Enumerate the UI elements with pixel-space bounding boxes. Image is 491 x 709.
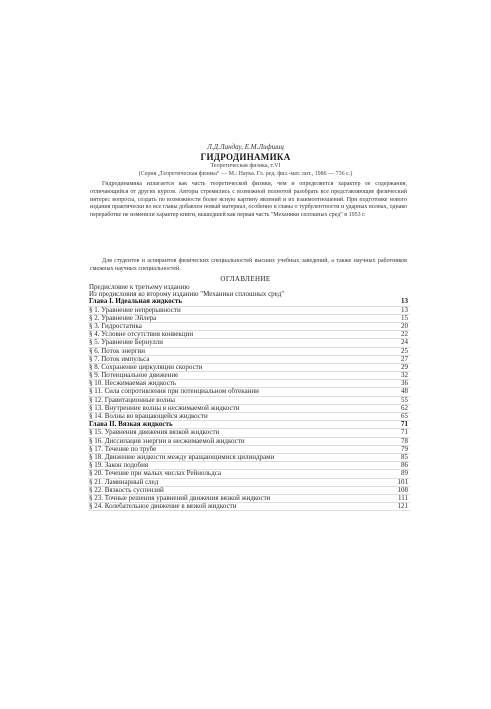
toc-section-row: [88, 503, 410, 511]
toc-chapter-row: [88, 298, 410, 306]
toc-section-row: [88, 331, 410, 339]
table-of-contents: [88, 284, 410, 511]
toc-entry-title: § 14. Волны во вращающейся жидкости: [89, 413, 208, 420]
description-paragraph: Гидродинамика излагается как часть теоретической физики, чем и определяется характер ее содержания, отличающийся от других курсов. Авторы стремились с возможной полнотой разобрать все представляющие физический интерес вопросы, создать по возможности более ясную картину явлений и их взаимоотношений. При подготовке нового издания практически во все главы добавлен новый материал, особенно в главы о турбулентности и ударных волнах, однако переработке не изменили характер книги, вышедшей как первая часть "Механики сплошных сред" в 1953 г.: [90, 181, 407, 219]
toc-entry-page: 22: [401, 331, 408, 339]
toc-section-row: [88, 454, 410, 462]
toc-section-row: [88, 364, 410, 372]
toc-entry-page: 15: [401, 314, 408, 322]
toc-entry-page: 27: [401, 355, 408, 363]
authors: Л.Д.Ландау, Е.М.Лифшиц: [207, 143, 284, 151]
book-title: ГИДРОДИНАМИКА: [200, 152, 291, 162]
toc-entry-page: 25: [401, 347, 408, 355]
toc-entry-page: 71: [401, 421, 408, 429]
toc-entry-page: 13: [401, 298, 408, 306]
toc-section-row: [88, 429, 410, 437]
toc-entry-title: § 11. Сила сопротивления при потенциальном обтекании: [89, 388, 259, 396]
toc-section-row: [88, 487, 410, 495]
toc-section-row: [88, 348, 410, 356]
toc-entry-title: § 22. Вязкость суспензий: [89, 486, 164, 494]
toc-entry-title: Глава II. Вязкая жидкость: [89, 421, 173, 429]
toc-entry-title: Глава I. Идеальная жидкость: [89, 298, 183, 306]
toc-entry-title: § 6. Поток энергии: [89, 347, 146, 355]
toc-section-row: [88, 438, 410, 446]
toc-entry-page: 108: [397, 486, 408, 494]
toc-section-row: [88, 339, 410, 347]
audience-paragraph: Для студентов и аспирантов физических специальностей высших учебных заведений, а также научных работников смежных научных специальностей.: [90, 258, 407, 272]
toc-entry-page: 79: [401, 445, 408, 453]
toc-entry-page: 121: [397, 503, 408, 511]
toc-entry-page: 86: [401, 462, 408, 470]
toc-entry-page: 55: [401, 396, 408, 404]
toc-heading: ОГЛАВЛЕНИЕ: [220, 275, 271, 283]
toc-section-row: [88, 470, 410, 478]
toc-entry-page: 32: [401, 372, 408, 380]
toc-entry-page: 65: [401, 413, 408, 420]
toc-entry-title: § 10. Несжимаемая жидкость: [89, 380, 177, 388]
toc-entry-page: 78: [401, 437, 408, 445]
toc-section-row: [88, 413, 410, 421]
toc-entry-title: § 3. Гидростатика: [89, 322, 142, 330]
toc-entry-title: § 12. Гравитационные волны: [89, 396, 175, 404]
toc-preface-row: [88, 284, 410, 291]
toc-section-row: [88, 479, 410, 487]
toc-section-row: [88, 446, 410, 454]
toc-entry-title: § 16. Диссипация энергии в несжимаемой жидкости: [89, 437, 245, 445]
toc-entry-title: § 24. Колебательное движение в вязкой жидкости: [89, 503, 237, 511]
toc-section-row: [88, 323, 410, 331]
toc-entry-title: § 19. Закон подобия: [89, 462, 149, 470]
toc-entry-page: 101: [397, 478, 408, 486]
toc-entry-title: § 23. Точные решения уравнений движения вязкой жидкости: [89, 494, 271, 502]
toc-entry-title: § 20. Течение при малых числах Рейнольдса: [89, 470, 221, 478]
toc-entry-title: § 2. Уравнение Эйлера: [89, 314, 157, 322]
toc-entry-title: § 18. Движение жидкости между вращающимися цилиндрами: [89, 453, 275, 461]
toc-entry-title: Из предисловия ко второму изданию "Механики сплошных сред": [89, 291, 285, 299]
toc-section-row: [88, 388, 410, 396]
toc-entry-title: § 7. Поток импульса: [89, 355, 150, 363]
toc-entry-page: 89: [401, 470, 408, 478]
toc-chapter-row: [88, 421, 410, 429]
toc-entry-page: 48: [401, 388, 408, 396]
toc-section-row: [88, 372, 410, 380]
toc-entry-page: 24: [401, 339, 408, 347]
toc-entry-page: 20: [401, 322, 408, 330]
edition-line: (Серия „Теоретическая физика“ — М.: Наука. Гл. ред. физ.-мат. лит., 1986 — 736 с.): [138, 171, 353, 177]
toc-section-row: [88, 307, 410, 315]
toc-section-row: [88, 380, 410, 388]
toc-entry-title: § 21. Ламинарный след: [89, 478, 159, 486]
toc-entry-title: § 4. Условие отсутствия конвекции: [89, 331, 194, 339]
toc-section-row: [88, 462, 410, 470]
toc-preface-row: [88, 291, 410, 298]
toc-entry-page: 29: [401, 363, 408, 371]
toc-entry-title: § 1. Уравнение непрерывности: [89, 306, 181, 314]
toc-entry-page: 13: [401, 306, 408, 314]
toc-entry-page: 111: [398, 494, 408, 502]
toc-section-row: [88, 356, 410, 364]
toc-entry-title: § 8. Сохранение циркуляции скорости: [89, 363, 203, 371]
toc-entry-title: § 9. Потенциальное движение: [89, 372, 179, 380]
toc-section-row: [88, 315, 410, 323]
toc-entry-page: 62: [401, 404, 408, 412]
toc-entry-title: § 5. Уравнение Бернулли: [89, 339, 164, 347]
toc-section-row: [88, 405, 410, 413]
toc-entry-page: 36: [401, 380, 408, 388]
toc-entry-page: 85: [401, 453, 408, 461]
toc-entry-title: § 17. Течение по трубе: [89, 445, 157, 453]
toc-entry-page: 71: [401, 429, 408, 437]
toc-entry-title: § 15. Уравнения движения вязкой жидкости: [89, 429, 220, 437]
series-line: Теоретическая физика, т.VI: [210, 163, 281, 169]
toc-entry-title: Предисловие к третьему изданию: [89, 284, 190, 291]
toc-entry-title: § 13. Внутренние волны в несжимаемой жидкости: [89, 404, 240, 412]
toc-section-row: [88, 495, 410, 503]
toc-section-row: [88, 397, 410, 405]
